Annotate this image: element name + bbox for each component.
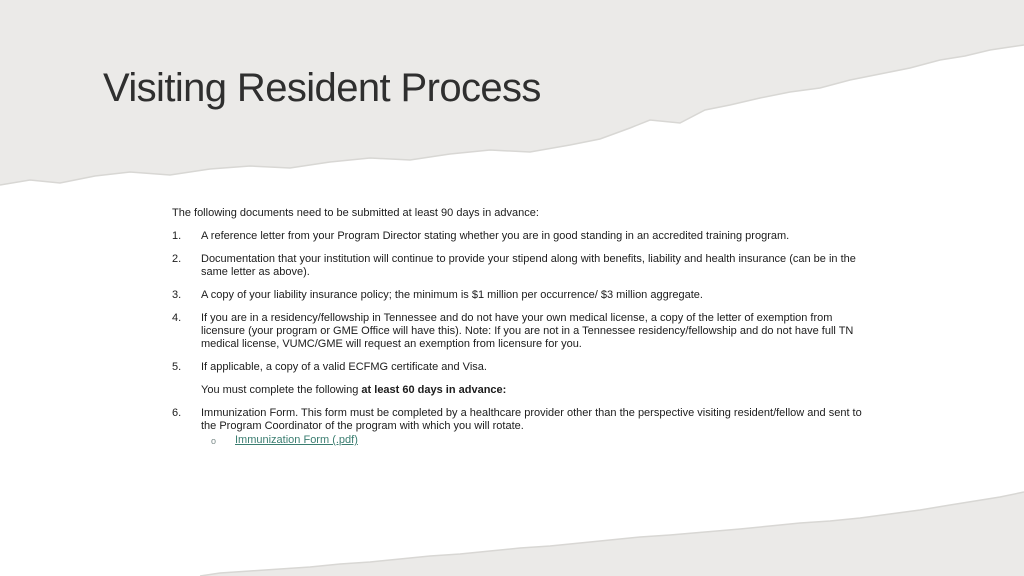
list-item [172, 230, 862, 243]
sub-list-item [172, 434, 862, 447]
immunization-form-link[interactable]: Immunization Form (.pdf) [235, 434, 358, 446]
intro-text: The following documents need to be submitted at least 90 days in advance: [172, 207, 539, 219]
list-item-text: Documentation that your institution will continue to provide your stipend along with benefits, liability and health insurance (can be in the same letter as above). [201, 253, 856, 278]
list-item-text: If applicable, a copy of a valid ECFMG certificate and Visa. [201, 361, 487, 373]
hollow-bullet-icon: o [211, 436, 217, 446]
list-item [172, 312, 862, 351]
document-body [172, 207, 862, 447]
page-title: Visiting Resident Process [103, 66, 541, 110]
list-item-text: If you are in a residency/fellowship in Tennessee and do not have your own medical license, a copy of the letter of exemption from licensure (your program or GME Office will have this). Note: If you are not in a Tennessee residency/fellowship and do not have full TN medical license, VUMC/GME will request an exemption from licensure for you. [201, 312, 854, 350]
list-item-text: Immunization Form. This form must be completed by a healthcare provider other than the perspective visiting resident/fellow and sent to the Program Coordinator of the program with which you will rotate. [201, 407, 862, 432]
list-item [172, 289, 862, 302]
list-item [172, 361, 862, 374]
note-emphasis: at least 60 days in advance: [361, 384, 507, 396]
list-number: 4. [172, 312, 182, 324]
list-number: 3. [172, 289, 182, 301]
list-number: 5. [172, 361, 182, 373]
list-item-text: A reference letter from your Program Director stating whether you are in good standing in an accredited training program. [201, 230, 790, 242]
list-item [172, 407, 862, 433]
list-item [172, 253, 862, 279]
note-prefix: You must complete the following [201, 384, 362, 396]
sixty-day-note [172, 384, 862, 397]
list-number: 1. [172, 230, 182, 242]
list-number: 6. [172, 407, 182, 419]
list-number: 2. [172, 253, 182, 265]
list-item-text: A copy of your liability insurance policy; the minimum is $1 million per occurrence/ $3 million aggregate. [201, 289, 703, 301]
